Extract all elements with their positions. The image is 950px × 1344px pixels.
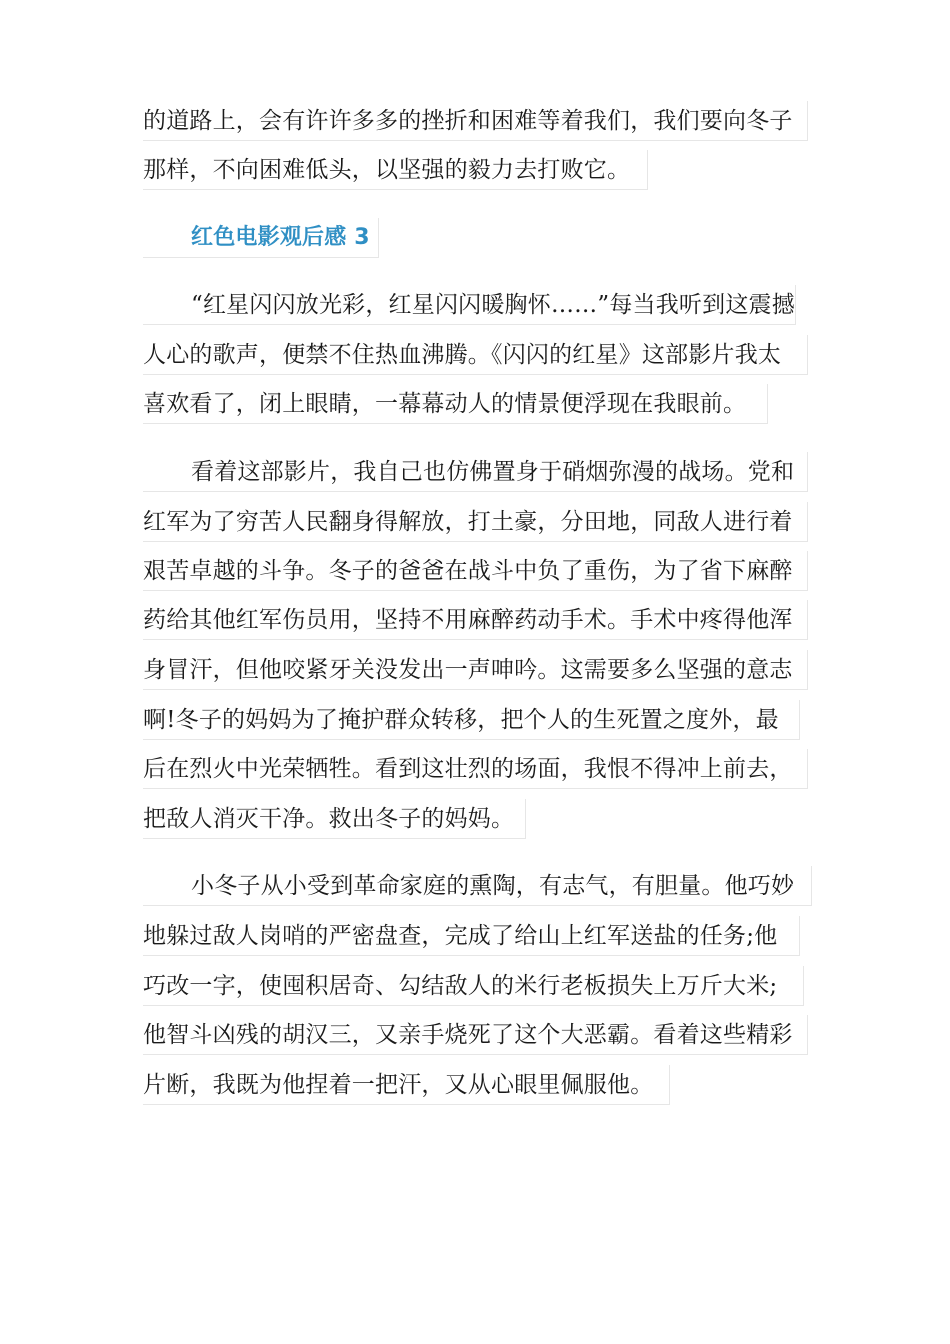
text-line: 的道路上，会有许许多多的挫折和困难等着我们，我们要向冬子 bbox=[143, 101, 808, 141]
text-line: 喜欢看了，闭上眼睛，一幕幕动人的情景便浮现在我眼前。 bbox=[143, 384, 768, 424]
text-line: 药给其他红军伤员用，坚持不用麻醉药动手术。手术中疼得他浑 bbox=[143, 600, 808, 640]
text-line: 艰苦卓越的斗争。冬子的爸爸在战斗中负了重伤，为了省下麻醉 bbox=[143, 551, 808, 591]
text-line: 巧改一字，使囤积居奇、勾结敌人的米行老板损失上万斤大米; bbox=[143, 966, 804, 1006]
text-line: 红军为了穷苦人民翻身得解放，打土豪，分田地，同敌人进行着 bbox=[143, 502, 808, 542]
text-line: 啊!冬子的妈妈为了掩护群众转移，把个人的生死置之度外，最 bbox=[143, 700, 800, 740]
text-line: 看着这部影片，我自己也仿佛置身于硝烟弥漫的战场。党和 bbox=[143, 452, 808, 492]
text-line: 后在烈火中光荣牺牲。看到这壮烈的场面，我恨不得冲上前去， bbox=[143, 749, 808, 789]
text-line: 人心的歌声，便禁不住热血沸腾。《闪闪的红星》这部影片我太 bbox=[143, 335, 808, 375]
text-line: 那样，不向困难低头，以坚强的毅力去打败它。 bbox=[143, 150, 648, 190]
text-line: 把敌人消灭干净。救出冬子的妈妈。 bbox=[143, 799, 526, 839]
text-line: 小冬子从小受到革命家庭的熏陶，有志气，有胆量。他巧妙 bbox=[143, 866, 812, 906]
text-line: 片断，我既为他捏着一把汗，又从心眼里佩服他。 bbox=[143, 1065, 670, 1105]
text-line: 他智斗凶残的胡汉三，又亲手烧死了这个大恶霸。看着这些精彩 bbox=[143, 1015, 808, 1055]
section-heading: 红色电影观后感 3 bbox=[143, 218, 379, 258]
text-line: 身冒汗，但他咬紧牙关没发出一声呻吟。这需要多么坚强的意志 bbox=[143, 650, 808, 690]
text-line: 地躲过敌人岗哨的严密盘查，完成了给山上红军送盐的任务;他 bbox=[143, 916, 800, 956]
text-line: “红星闪闪放光彩，红星闪闪暖胸怀……”每当我听到这震撼 bbox=[143, 285, 796, 325]
